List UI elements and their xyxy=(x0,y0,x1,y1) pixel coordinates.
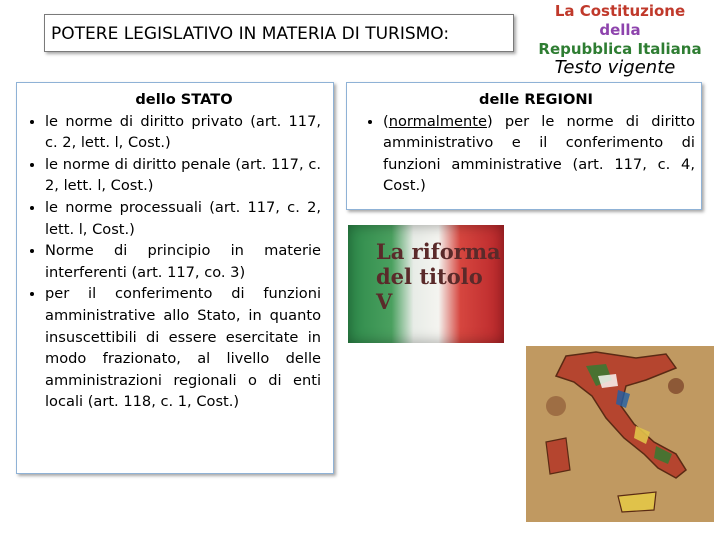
regioni-box xyxy=(346,82,702,210)
list-item: • le norme processuali (art. 117, c. 2, lett. l, Cost.) xyxy=(45,197,321,240)
list-item: • per il conferimento di funzioni amministrative allo Stato, in quanto insuscettibili di essere esercitate in modo frazionato, al livello delle amministrazioni regionali o di enti locali (art. 118, c. 1, Cost.) xyxy=(45,283,321,413)
regioni-heading: delle REGIONI xyxy=(479,91,593,108)
logo-line-3: Repubblica Italiana xyxy=(538,40,702,58)
italy-map-svg xyxy=(526,346,714,522)
stato-box xyxy=(16,82,334,474)
subtitle: Testo vigente xyxy=(554,57,676,78)
list-item: • Norme di principio in materie interferenti (art. 117, co. 3) xyxy=(45,240,321,283)
costituzione-logo xyxy=(522,2,718,60)
list-item xyxy=(383,111,695,197)
flag-caption-line-2: del titolo V xyxy=(376,264,483,314)
riforma-flag-image xyxy=(348,225,504,343)
stato-list xyxy=(17,111,321,413)
logo-line-2: della xyxy=(599,21,641,39)
flag-caption xyxy=(376,239,504,314)
flag-caption-line-1: La riforma xyxy=(376,239,501,264)
list-item: • le norme di diritto penale (art. 117, c. 2, lett. l, Cost.) xyxy=(45,154,321,197)
paren-open: ( xyxy=(383,112,389,130)
italy-regions-map-icon xyxy=(526,346,714,522)
page-title: POTERE LEGISLATIVO IN MATERIA DI TURISMO: xyxy=(44,14,514,52)
underlined-word: normalmente xyxy=(388,112,487,130)
regioni-list xyxy=(347,111,695,197)
logo-line-1: La Costituzione xyxy=(554,2,686,20)
list-item-text: ) per le norme di diritto amministrativo e il conferimento di funzioni amministrative (art. 117, c. 4, Cost.) xyxy=(383,112,695,195)
stato-heading: dello STATO xyxy=(135,91,233,108)
list-item: • le norme di diritto privato (art. 117, c. 2, lett. l, Cost.) xyxy=(45,111,321,154)
